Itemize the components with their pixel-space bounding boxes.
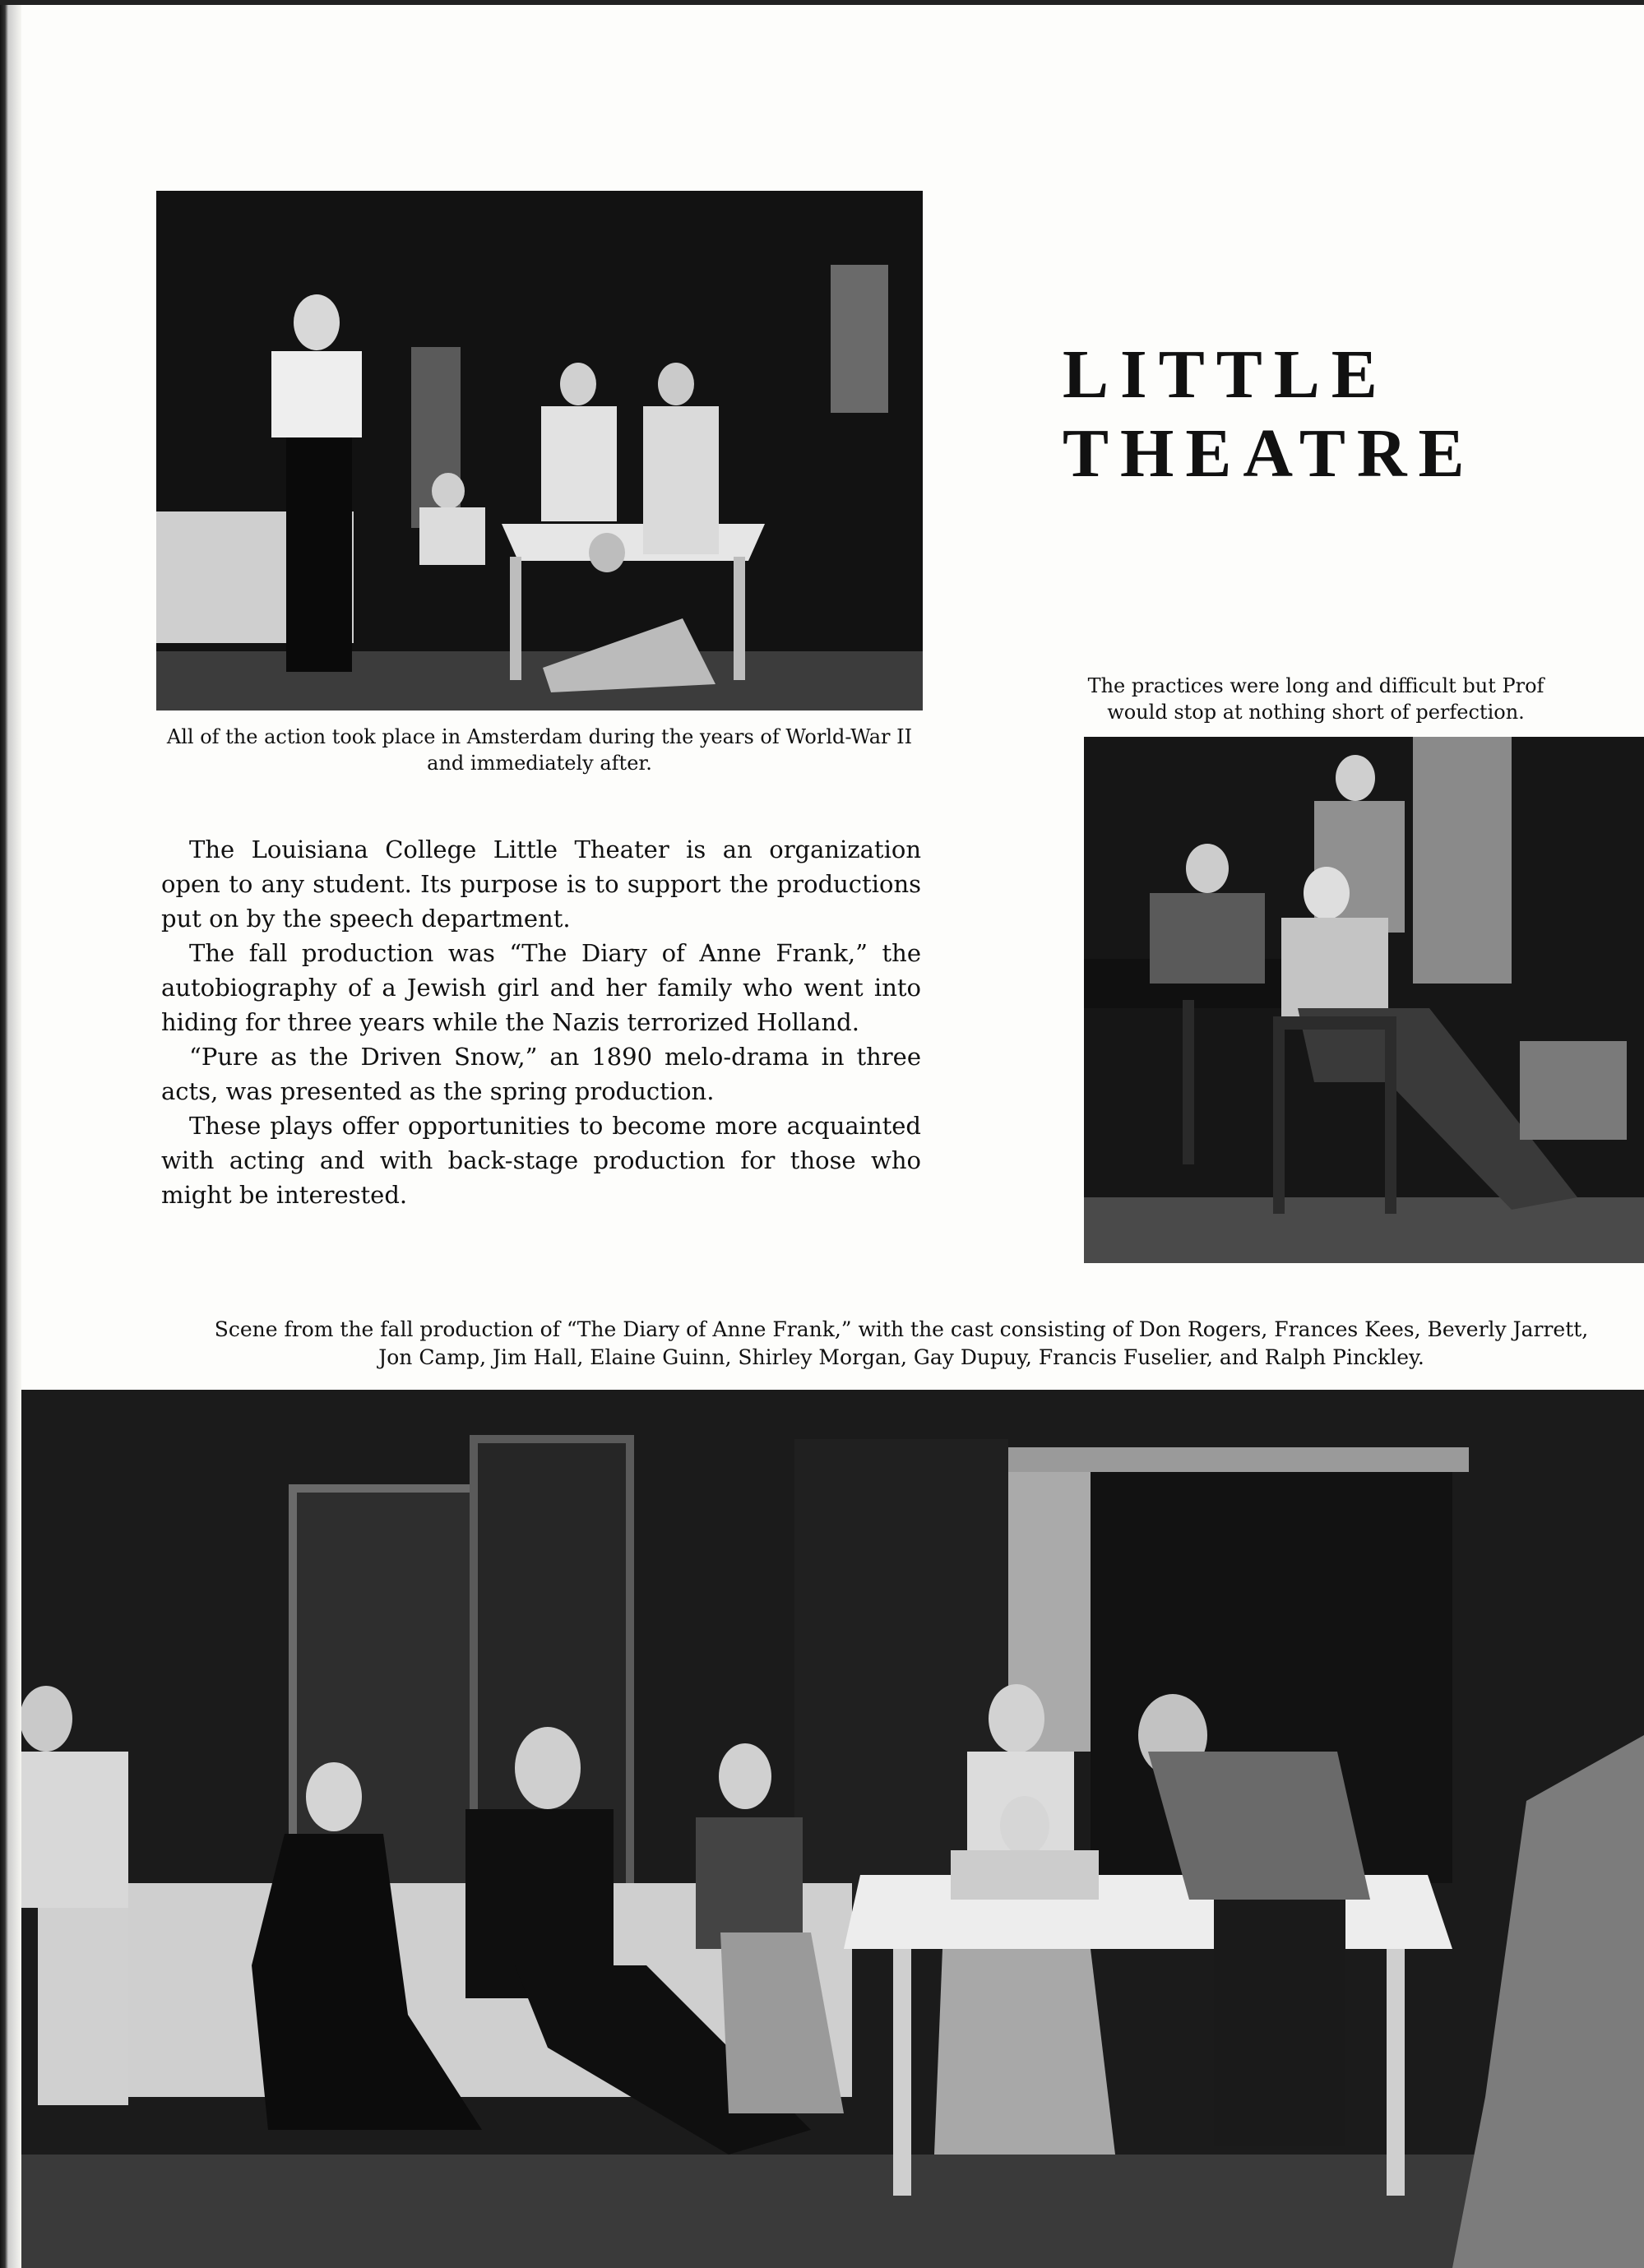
top-left-caption-line-1: All of the action took place in Amsterdam during the years of World-War II: [166, 725, 913, 748]
body-paragraph-1: The Louisiana College Little Theater is an organization open to any student. Its purpose is to support the productions put on by the speech department.: [161, 835, 921, 933]
bottom-photo-caption: [161, 1316, 1642, 1372]
stage-photo-amsterdam: [156, 191, 923, 710]
body-paragraph-3: “Pure as the Driven Snow,” an 1890 melo-drama in three acts, was presented as the spring production.: [161, 1043, 921, 1105]
right-caption-line-1: The practices were long and difficult but Prof: [1087, 674, 1544, 697]
bottom-caption-line-1: Scene from the fall production of “The Diary of Anne Frank,” with the cast consisting of Don Rogers, Frances Kees, Beverly Jarrett,: [214, 1317, 1589, 1341]
title-line-1: LITTLE: [1063, 336, 1389, 413]
page-binding-edge: [0, 0, 21, 2268]
title-line-2: THEATRE: [1063, 415, 1476, 492]
top-left-caption-line-2: and immediately after.: [427, 752, 652, 775]
rehearsal-photo: [1084, 737, 1644, 1263]
page-top-edge: [0, 0, 1644, 5]
article-body: [161, 832, 921, 1212]
right-photo-caption: [1069, 673, 1563, 725]
body-paragraph-2: The fall production was “The Diary of Anne Frank,” the autobiography of a Jewish girl and her family who went into hiding for three years while the Nazis terrorized Holland.: [161, 939, 921, 1036]
body-paragraph-4: These plays offer opportunities to become more acquainted with acting and with back-stage production for those who might be interested.: [161, 1112, 921, 1209]
page-title: [1063, 336, 1476, 493]
top-left-photo-caption: [156, 724, 923, 776]
stage-photo-diary-of-anne-frank: [21, 1390, 1644, 2268]
bottom-caption-line-2: Jon Camp, Jim Hall, Elaine Guinn, Shirley Morgan, Gay Dupuy, Francis Fuselier, and Ralph Pinckley.: [378, 1345, 1424, 1369]
right-caption-line-2: would stop at nothing short of perfection.: [1107, 701, 1525, 724]
